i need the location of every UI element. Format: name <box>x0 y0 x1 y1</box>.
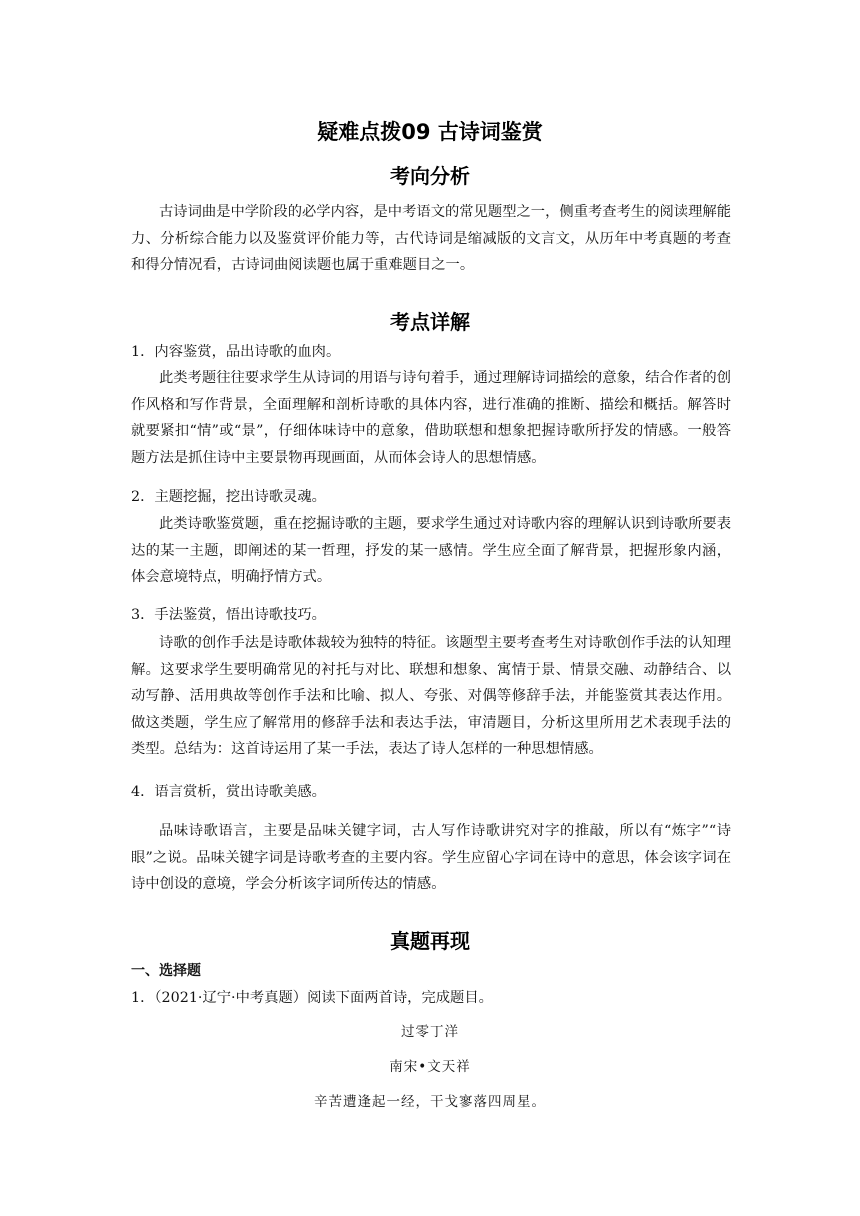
question-1-prompt: 1．（2021·辽宁·中考真题）阅读下面两首诗，完成题目。 <box>131 990 493 1006</box>
section-heading-analysis: 考向分析 <box>390 164 470 188</box>
section-heading-exam: 真题再现 <box>390 929 470 953</box>
point-1-label: 1．内容鉴赏，品出诗歌的血肉。 <box>131 344 341 360</box>
point-3-text: 诗歌的创作手法是诗歌体裁较为独特的特征。该题型主要考查考生对诗歌创作手法的认知理解。这要求学生要明确常见的衬托与对比、联想和想象、寓情于景、情景交融、动静结合、以动写静、活用典故等创作手法和比喻、拟人、夸张、对偶等修辞手法，并能鉴赏其表达作用。做这类题，学生应了解常用的修辞手法和表达手法，审清题目，分析这里所用艺术表现手法的类型。总结为：这首诗运用了某一手法，表达了诗人怎样的一种思想情感。 <box>131 635 731 757</box>
document-title: 疑难点拨09 古诗词鉴赏 <box>317 120 543 144</box>
point-4-text: 品味诗歌语言，主要是品味关键字词，古人写作诗歌讲究对字的推敲，所以有“炼字”“诗眼”之说。品味关键字词是诗歌考查的主要内容。学生应留心字词在诗中的意思，体会该字词在诗中创设的意境，学会分析该字词所传达的情感。 <box>131 823 731 892</box>
poem-author: 南宋•文天祥 <box>389 1059 471 1075</box>
poem-line-1: 辛苦遭逢起一经，干戈寥落四周星。 <box>314 1094 546 1110</box>
point-2-text: 此类诗歌鉴赏题，重在挖掘诗歌的主题，要求学生通过对诗歌内容的理解认识到诗歌所要表达的某一主题，即阐述的某一哲理，抒发的某一感情。学生应全面了解背景，把握形象内涵，体会意境特点，明确抒情方式。 <box>131 516 731 585</box>
analysis-paragraph: 古诗词曲是中学阶段的必学内容，是中考语文的常见题型之一，侧重考查考生的阅读理解能力、分析综合能力以及鉴赏评价能力等，古代诗词是缩减版的文言文，从历年中考真题的考查和得分情况看，古诗词曲阅读题也属于重难题目之一。 <box>131 204 731 273</box>
point-3-label: 3．手法鉴赏，悟出诗歌技巧。 <box>131 607 326 623</box>
question-type-heading: 一、选择题 <box>131 963 201 979</box>
point-1-text: 此类考题往往要求学生从诗词的用语与诗句着手，通过理解诗词描绘的意象，结合作者的创作风格和写作背景，全面理解和剖析诗歌的具体内容，进行准确的推断、描绘和概括。解答时就要紧扣“情”或“景”，仔细体味诗中的意象，借助联想和想象把握诗歌所抒发的情感。一般答题方法是抓住诗中主要景物再现画面，从而体会诗人的思想情感。 <box>131 370 731 466</box>
poem-title: 过零丁洋 <box>401 1024 459 1040</box>
point-4-label: 4．语言赏析，赏出诗歌美感。 <box>131 784 326 800</box>
point-2-label: 2．主题挖掘，挖出诗歌灵魂。 <box>131 489 326 505</box>
section-heading-details: 考点详解 <box>390 310 470 334</box>
